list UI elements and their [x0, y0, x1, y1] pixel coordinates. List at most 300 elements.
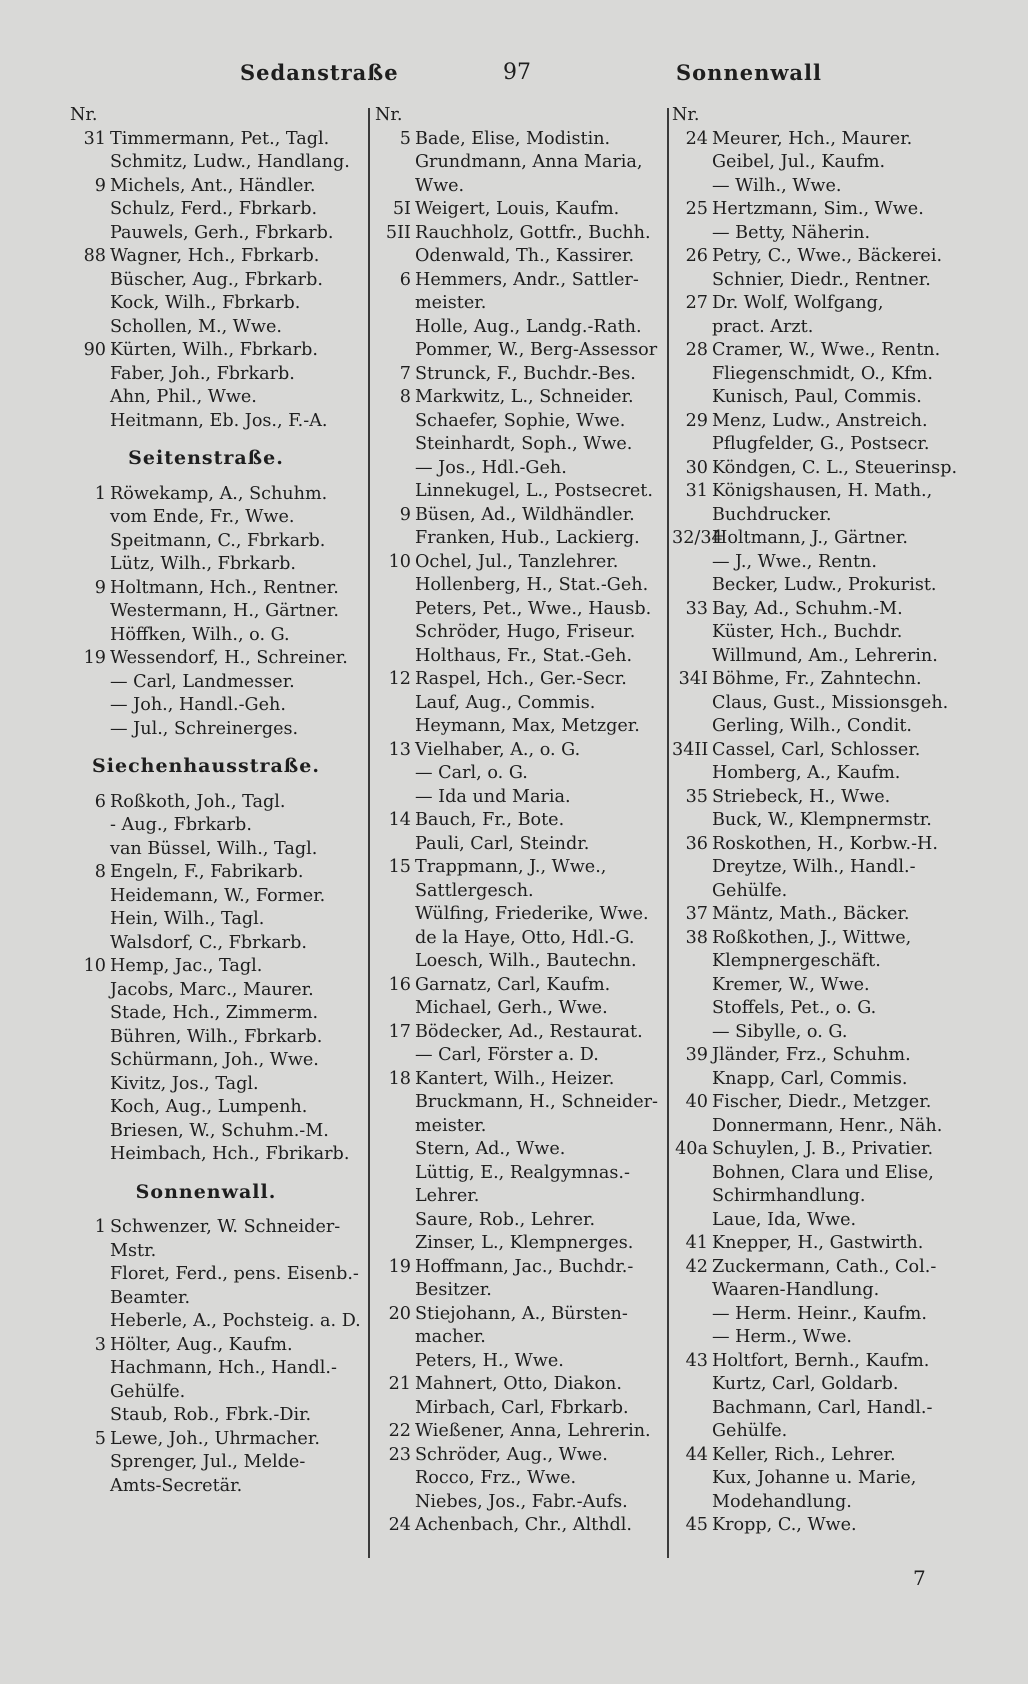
entry-text: Holtfort, Bernh., Kaufm.	[712, 1350, 930, 1371]
house-number: 10	[388, 551, 411, 572]
entry-text: Raspel, Hch., Ger.-Secr.	[415, 669, 627, 689]
entry-text: Hölter, Aug., Kaufm.	[110, 1334, 293, 1355]
entry-text: Achenbach, Chr., Althdl.	[415, 1515, 633, 1535]
entry-text: Bade, Elise, Modistin.	[415, 128, 611, 149]
directory-entry	[672, 1185, 964, 1209]
entry-text: Cassel, Carl, Schlosser.	[712, 739, 921, 760]
directory-entry	[70, 175, 362, 199]
entry-text: Holtmann, Hch., Rentner.	[110, 577, 339, 598]
directory-entry	[672, 1021, 964, 1045]
directory-entry	[375, 1021, 667, 1045]
directory-entry	[375, 692, 667, 716]
directory-entry	[375, 1068, 667, 1092]
directory-entry	[70, 198, 362, 222]
street-section-heading: Siechenhausstraße.	[92, 755, 320, 777]
entry-text: Kremer, W., Wwe.	[712, 974, 870, 995]
house-number: 26	[685, 246, 708, 266]
entry-text: meister.	[415, 293, 487, 313]
directory-entry	[375, 1373, 667, 1397]
entry-text: Bruckmann, H., Schneider-	[415, 1092, 658, 1112]
entry-text: Hollenberg, H., Stat.-Geh.	[415, 575, 649, 595]
entry-text: Wwe.	[415, 175, 465, 196]
directory-entry	[672, 1091, 964, 1115]
entry-text: Heidemann, W., Former.	[110, 885, 326, 906]
entry-text: Kux, Johanne u. Marie,	[712, 1468, 917, 1488]
house-number: 5I	[392, 199, 411, 219]
entry-text: Jländer, Frz., Schuhm.	[712, 1045, 911, 1065]
house-number: 34I	[678, 669, 708, 689]
directory-entry	[70, 1451, 362, 1475]
entry-text: Peters, H., Wwe.	[415, 1350, 564, 1371]
directory-entry	[375, 198, 667, 222]
entry-text: Klempnergeschäft.	[712, 951, 881, 971]
house-number: 45	[685, 1515, 708, 1535]
directory-entry	[672, 739, 964, 763]
entry-text: Willmund, Am., Lehrerin.	[712, 645, 938, 666]
directory-entry	[375, 1420, 667, 1444]
entry-text: Niebes, Jos., Fabr.-Aufs.	[415, 1491, 628, 1512]
entry-text: Köndgen, C. L., Steuerinsp.	[712, 457, 958, 478]
directory-entry	[375, 551, 667, 575]
directory-entry	[70, 814, 362, 838]
directory-entry	[672, 809, 964, 833]
house-number: 1	[94, 483, 106, 504]
entry-text: Holthaus, Fr., Stat.-Geh.	[415, 645, 633, 666]
directory-entry	[672, 175, 964, 199]
entry-text: Schirmhandlung.	[712, 1186, 866, 1206]
house-number: 15	[388, 857, 411, 877]
page-footer-number: 7	[913, 1566, 926, 1590]
house-number: 42	[685, 1256, 708, 1277]
entry-text: — Jul., Schreinerges.	[110, 718, 299, 739]
entry-text: vom Ende, Fr., Wwe.	[110, 507, 295, 527]
entry-text: Roßkothen, J., Wittwe,	[712, 927, 912, 948]
entry-text: Faber, Joh., Fbrkarb.	[110, 363, 295, 384]
entry-text: Jacobs, Marc., Maurer.	[110, 979, 314, 1000]
entry-text: Stoffels, Pet., o. G.	[712, 998, 877, 1018]
directory-entry	[375, 1279, 667, 1303]
nr-label: Nr.	[375, 105, 403, 125]
directory-entry	[672, 292, 964, 316]
directory-entry	[375, 598, 667, 622]
entry-text: Michels, Ant., Händler.	[110, 175, 316, 196]
entry-text: Schwenzer, W. Schneider-	[110, 1217, 341, 1237]
entry-text: Cramer, W., Wwe., Rentn.	[712, 340, 941, 360]
entry-text: Bödecker, Ad., Restaurat.	[415, 1021, 643, 1042]
directory-entry	[672, 151, 964, 175]
directory-entry	[375, 175, 667, 199]
entry-text: Ochel, Jul., Tanzlehrer.	[415, 551, 619, 572]
header-left-street: Sedanstraße	[240, 60, 399, 85]
page-header	[0, 56, 1028, 90]
house-number: 28	[685, 340, 708, 360]
entry-text: Küster, Hch., Buchdr.	[712, 622, 903, 642]
entry-text: Königshausen, H. Math.,	[712, 481, 933, 501]
house-number: 43	[685, 1350, 708, 1371]
entry-text: Timmermann, Pet., Tagl.	[110, 128, 330, 149]
directory-entry	[375, 1491, 667, 1515]
directory-entry	[70, 838, 362, 862]
house-number: 41	[685, 1233, 708, 1253]
directory-entry	[70, 791, 362, 815]
entry-text: Claus, Gust., Missionsgeh.	[712, 692, 949, 713]
entry-text: Gehülfe.	[712, 880, 788, 901]
directory-entry	[70, 363, 362, 387]
directory-entry	[375, 527, 667, 551]
entry-text: Holle, Aug., Landg.-Rath.	[415, 316, 642, 337]
entry-text: macher.	[415, 1327, 486, 1347]
entry-text: Lewe, Joh., Uhrmacher.	[110, 1428, 320, 1449]
house-number: 31	[83, 128, 106, 149]
street-section-heading: Seitenstraße.	[128, 447, 284, 469]
entry-text: Knapp, Carl, Commis.	[712, 1068, 908, 1089]
entry-text: Fischer, Diedr., Metzger.	[712, 1092, 932, 1112]
directory-entry	[70, 671, 362, 695]
entry-text: Zinser, L., Klempnerges.	[415, 1233, 634, 1253]
directory-entry	[672, 1373, 964, 1397]
house-number: 22	[388, 1421, 411, 1441]
directory-entry	[70, 1428, 362, 1452]
entry-text: Odenwald, Th., Kassirer.	[415, 246, 635, 266]
directory-entry	[672, 245, 964, 269]
entry-text: van Büssel, Wilh., Tagl.	[110, 838, 318, 859]
house-number: 1	[94, 1217, 106, 1237]
directory-entry	[375, 880, 667, 904]
directory-entry	[672, 1491, 964, 1515]
entry-text: Meurer, Hch., Maurer.	[712, 128, 913, 149]
directory-entry	[70, 128, 362, 152]
entry-text: Wagner, Hch., Fbrkarb.	[110, 246, 320, 266]
directory-entry	[375, 1044, 667, 1068]
entry-text: Schnier, Diedr., Rentner.	[712, 269, 931, 290]
house-number: 21	[388, 1374, 411, 1394]
house-number: 17	[388, 1021, 411, 1042]
directory-entry	[70, 316, 362, 340]
entry-text: Pauli, Carl, Steindr.	[415, 833, 590, 854]
entry-text: Mäntz, Math., Bäcker.	[712, 904, 910, 924]
entry-text: Schröder, Hugo, Friseur.	[415, 622, 636, 642]
directory-entry	[375, 1514, 667, 1538]
entry-text: Kurtz, Carl, Goldarb.	[712, 1374, 899, 1394]
entry-text: Floret, Ferd., pens. Eisenb.-	[110, 1264, 359, 1284]
directory-entry	[672, 645, 964, 669]
house-number: 44	[685, 1444, 708, 1465]
house-number: 39	[685, 1045, 708, 1065]
entry-text: meister.	[415, 1115, 487, 1136]
entry-text: Höffken, Wilh., o. G.	[110, 624, 290, 645]
entry-text: Schaefer, Sophie, Wwe.	[415, 410, 626, 431]
directory-entry	[70, 553, 362, 577]
entry-text: Büscher, Aug., Fbrkarb.	[110, 269, 323, 290]
entry-text: Kock, Wilh., Fbrkarb.	[110, 293, 301, 313]
directory-entry	[375, 762, 667, 786]
directory-entry	[672, 386, 964, 410]
house-number: 19	[388, 1256, 411, 1277]
directory-entry	[375, 222, 667, 246]
directory-entry	[672, 128, 964, 152]
house-number: 33	[685, 598, 708, 619]
directory-entry	[375, 1350, 667, 1374]
directory-entry	[375, 1138, 667, 1162]
directory-entry	[672, 903, 964, 927]
entry-text: Strunck, F., Buchdr.-Bes.	[415, 363, 636, 384]
directory-entry	[672, 1397, 964, 1421]
directory-entry	[672, 198, 964, 222]
entry-text: Gehülfe.	[712, 1421, 788, 1441]
directory-entry	[375, 1326, 667, 1350]
house-number: 6	[399, 269, 411, 290]
entry-text: Heimbach, Hch., Fbrikarb.	[110, 1144, 350, 1164]
house-number: 24	[388, 1515, 411, 1535]
house-number: 18	[388, 1068, 411, 1089]
directory-entry	[375, 316, 667, 340]
directory-entry	[375, 1467, 667, 1491]
entry-text: Hein, Wilh., Tagl.	[110, 909, 265, 929]
house-number: 40a	[675, 1139, 708, 1159]
house-number: 29	[685, 410, 708, 431]
entry-text: Keller, Rich., Lehrer.	[712, 1444, 896, 1465]
entry-text: Hertzmann, Sim., Wwe.	[712, 199, 924, 219]
entry-text: Mirbach, Carl, Fbrkarb.	[415, 1397, 629, 1418]
directory-entry	[70, 1026, 362, 1050]
house-number: 13	[388, 739, 411, 760]
entry-text: Schmitz, Ludw., Handlang.	[110, 152, 350, 172]
directory-entry	[672, 833, 964, 857]
house-number: 9	[94, 175, 106, 196]
directory-entry	[70, 410, 362, 434]
directory-entry	[672, 339, 964, 363]
directory-entry	[70, 506, 362, 530]
directory-entry	[375, 433, 667, 457]
directory-entry	[672, 715, 964, 739]
entry-text: Rauchholz, Gottfr., Buchh.	[415, 222, 651, 243]
directory-entry	[672, 222, 964, 246]
nr-label: Nr.	[672, 105, 700, 125]
entry-text: Staub, Rob., Fbrk.-Dir.	[110, 1405, 312, 1425]
directory-entry	[375, 833, 667, 857]
directory-entry	[70, 269, 362, 293]
directory-entry	[70, 955, 362, 979]
directory-entry	[672, 457, 964, 481]
entry-text: — Carl, o. G.	[415, 763, 528, 783]
entry-text: — Betty, Näherin.	[712, 222, 871, 243]
directory-entry	[70, 222, 362, 246]
directory-entry	[70, 718, 362, 742]
directory-entry	[672, 1303, 964, 1327]
directory-entry	[375, 128, 667, 152]
entry-text: — Carl, Landmesser.	[110, 671, 295, 692]
directory-entry	[375, 927, 667, 951]
entry-text: Roßkoth, Joh., Tagl.	[110, 791, 286, 812]
entry-text: Amts-Secretär.	[110, 1475, 243, 1496]
entry-text: Besitzer.	[415, 1280, 492, 1300]
directory-entry	[672, 762, 964, 786]
entry-text: Lauf, Aug., Commis.	[415, 692, 596, 713]
directory-entry	[70, 1049, 362, 1073]
entry-text: Vielhaber, A., o. G.	[415, 739, 581, 760]
directory-entry	[672, 504, 964, 528]
house-number: 35	[685, 786, 708, 807]
entry-text: Garnatz, Carl, Kaufm.	[415, 974, 611, 995]
entry-text: — Wilh., Wwe.	[712, 175, 842, 196]
directory-entry	[70, 1073, 362, 1097]
directory-entry	[672, 997, 964, 1021]
house-number: 24	[685, 128, 708, 149]
entry-text: Michael, Gerh., Wwe.	[415, 998, 608, 1018]
directory-entry	[375, 151, 667, 175]
entry-text: — Herm., Wwe.	[712, 1327, 852, 1347]
entry-text: — Sibylle, o. G.	[712, 1021, 848, 1042]
directory-entry	[70, 530, 362, 554]
entry-text: Büsen, Ad., Wildhändler.	[415, 504, 635, 525]
entry-text: Wülfing, Friederike, Wwe.	[415, 904, 649, 924]
directory-entry	[375, 739, 667, 763]
directory-entry	[672, 1444, 964, 1468]
entry-text: Kantert, Wilh., Heizer.	[415, 1068, 615, 1089]
entry-text: Bauch, Fr., Bote.	[415, 810, 565, 830]
entry-text: — Jos., Hdl.-Geh.	[415, 457, 567, 478]
directory-entry	[70, 885, 362, 909]
directory-entry	[672, 1467, 964, 1491]
directory-entry	[672, 1420, 964, 1444]
entry-text: Dr. Wolf, Wolfgang,	[712, 293, 884, 313]
directory-entry	[70, 339, 362, 363]
entry-text: Wießener, Anna, Lehrerin.	[415, 1421, 651, 1441]
directory-entry	[672, 1326, 964, 1350]
house-number: 31	[685, 481, 708, 501]
entry-text: Lüttig, E., Realgymnas.-	[415, 1162, 630, 1183]
directory-entry	[375, 1162, 667, 1186]
entry-text: Laue, Ida, Wwe.	[712, 1209, 857, 1230]
directory-entry	[70, 1475, 362, 1499]
entry-text: Waaren-Handlung.	[712, 1280, 880, 1300]
entry-text: Pauwels, Gerh., Fbrkarb.	[110, 222, 334, 243]
directory-entry	[375, 1256, 667, 1280]
directory-entry	[375, 715, 667, 739]
directory-entry	[70, 1381, 362, 1405]
entry-text: Lehrer.	[415, 1186, 480, 1206]
entry-text: Bühren, Wilh., Fbrkarb.	[110, 1026, 323, 1047]
directory-entry	[375, 1115, 667, 1139]
column-1	[70, 104, 362, 1498]
directory-entry	[672, 1350, 964, 1374]
entry-text: - Aug., Fbrkarb.	[110, 815, 252, 835]
directory-entry	[672, 363, 964, 387]
directory-entry	[375, 410, 667, 434]
directory-entry	[70, 600, 362, 624]
entry-text: Petry, C., Wwe., Bäckerei.	[712, 246, 943, 266]
directory-entry	[70, 151, 362, 175]
house-number: 36	[685, 833, 708, 854]
directory-entry	[375, 1209, 667, 1233]
house-number: 16	[388, 974, 411, 995]
house-number: 12	[388, 669, 411, 689]
entry-text: Ahn, Phil., Wwe.	[110, 387, 257, 407]
directory-entry	[672, 1514, 964, 1538]
entry-text: Bachmann, Carl, Handl.-	[712, 1397, 933, 1418]
directory-entry	[672, 1115, 964, 1139]
nr-label: Nr.	[70, 105, 98, 125]
house-number: 10	[83, 956, 106, 976]
directory-entry	[672, 1279, 964, 1303]
directory-entry	[672, 316, 964, 340]
entry-text: Striebeck, H., Wwe.	[712, 786, 891, 807]
directory-entry	[70, 1120, 362, 1144]
directory-entry	[70, 932, 362, 956]
directory-entry	[672, 551, 964, 575]
entry-text: Buck, W., Klempnermstr.	[712, 810, 932, 830]
entry-text: Lütz, Wilh., Fbrkarb.	[110, 554, 296, 574]
entry-text: Schulz, Ferd., Fbrkarb.	[110, 199, 318, 219]
house-number: 25	[685, 199, 708, 219]
entry-text: Mstr.	[110, 1240, 157, 1261]
house-number: 37	[685, 904, 708, 924]
column-divider	[667, 108, 669, 1558]
directory-entry	[375, 1185, 667, 1209]
directory-entry	[672, 880, 964, 904]
column-3	[672, 104, 964, 1538]
directory-entry	[672, 1162, 964, 1186]
entry-text: Stade, Hch., Zimmerm.	[110, 1003, 319, 1023]
entry-text: Bohnen, Clara und Elise,	[712, 1162, 934, 1183]
house-number: 32/34	[672, 528, 723, 548]
entry-text: Heitmann, Eb. Jos., F.-A.	[110, 410, 328, 431]
directory-entry	[375, 668, 667, 692]
entry-text: Walsdorf, C., Fbrkarb.	[110, 932, 307, 953]
house-number: 8	[399, 387, 411, 407]
entry-text: Knepper, H., Gastwirth.	[712, 1233, 924, 1253]
directory-entry	[70, 245, 362, 269]
house-number: 34II	[672, 739, 709, 760]
entry-text: Franken, Hub., Lackierg.	[415, 528, 640, 548]
entry-text: Trappmann, J., Wwe.,	[415, 857, 607, 877]
entry-text: — Ida und Maria.	[415, 786, 571, 807]
house-number: 27	[685, 293, 708, 313]
house-number: 30	[685, 457, 708, 478]
directory-entry	[672, 598, 964, 622]
directory-entry	[672, 1209, 964, 1233]
directory-entry	[672, 927, 964, 951]
entry-text: Zuckermann, Cath., Col.-	[712, 1256, 937, 1277]
directory-entry	[70, 292, 362, 316]
header-right-street: Sonnenwall	[676, 60, 822, 85]
entry-text: Sprenger, Jul., Melde-	[110, 1452, 306, 1472]
entry-text: Donnermann, Henr., Näh.	[712, 1115, 943, 1136]
directory-entry	[375, 974, 667, 998]
entry-text: Weigert, Louis, Kaufm.	[415, 199, 620, 219]
directory-entry	[70, 647, 362, 671]
directory-entry	[375, 1303, 667, 1327]
entry-text: Sattlergesch.	[415, 880, 534, 901]
house-number: 9	[94, 577, 106, 598]
entry-text: Kropp, C., Wwe.	[712, 1515, 857, 1535]
entry-text: Hoffmann, Jac., Buchdr.-	[415, 1256, 634, 1277]
entry-text: — Joh., Handl.-Geh.	[110, 695, 286, 715]
entry-text: Böhme, Fr., Zahntechn.	[712, 669, 922, 689]
directory-entry	[375, 621, 667, 645]
house-number: 6	[94, 791, 106, 812]
directory-entry	[375, 574, 667, 598]
entry-text: Gerling, Wilh., Condit.	[712, 716, 912, 736]
directory-entry	[672, 950, 964, 974]
house-number: 9	[399, 504, 411, 525]
house-number: 7	[399, 363, 411, 384]
entry-text: — Carl, Förster a. D.	[415, 1045, 599, 1065]
directory-entry	[70, 1287, 362, 1311]
entry-text: Briesen, W., Schuhm.-M.	[110, 1120, 329, 1141]
directory-entry	[375, 997, 667, 1021]
directory-entry	[70, 908, 362, 932]
